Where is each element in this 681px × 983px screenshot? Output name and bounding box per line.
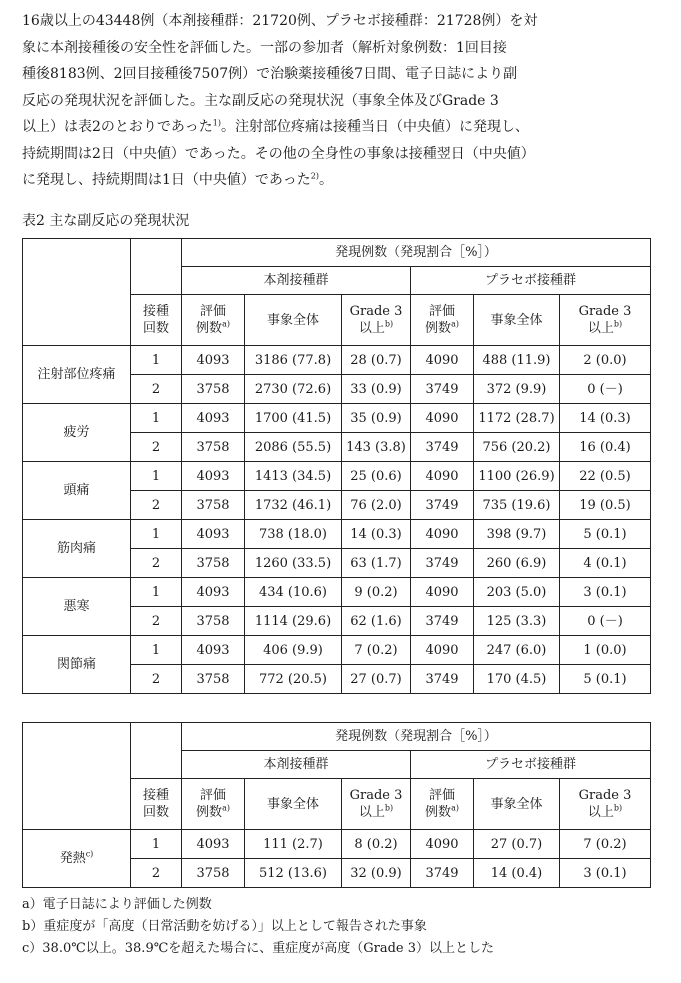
paragraph-text: 。: [319, 172, 333, 188]
all-events-cell: 406 (9.9): [245, 636, 342, 665]
grade3-cell: 4 (0.1): [560, 549, 651, 578]
footnotes: [22, 894, 494, 960]
all-events-cell: 1100 (26.9): [474, 462, 560, 491]
grade3-cell: 22 (0.5): [560, 462, 651, 491]
grade3-header: Grade 3 以上$^{b)}$: [342, 779, 411, 830]
paragraph-text: に発現し、持続期間は1日（中央値）であった: [22, 172, 311, 188]
table-row: [23, 462, 651, 491]
dose-count-cell: 2: [131, 607, 182, 636]
eval-count-cell: 3749: [411, 607, 474, 636]
eval-count-cell: 3749: [411, 491, 474, 520]
eval-count-cell: 4093: [182, 636, 245, 665]
dose-count-header: 接種 回数: [131, 295, 182, 346]
all-events-cell: 1114 (29.6): [245, 607, 342, 636]
all-events-cell: 398 (9.7): [474, 520, 560, 549]
eval-count-cell: 3749: [411, 433, 474, 462]
table-row: [23, 404, 651, 433]
vaccine-group-header: 本剤接種群: [182, 267, 411, 295]
all-events-cell: 27 (0.7): [474, 830, 560, 859]
all-events-header: 事象全体: [245, 779, 342, 830]
all-events-cell: 14 (0.4): [474, 859, 560, 888]
table-row: [23, 830, 651, 859]
grade3-cell: 2 (0.0): [560, 346, 651, 375]
all-events-cell: 3186 (77.8): [245, 346, 342, 375]
eval-count-cell: 3749: [411, 549, 474, 578]
eval-count-cell: 4090: [411, 346, 474, 375]
eval-count-header: 評価 例数$^{a)}$: [182, 295, 245, 346]
body-paragraph: [22, 8, 660, 194]
all-events-cell: 260 (6.9): [474, 549, 560, 578]
dose-count-cell: 2: [131, 433, 182, 462]
paragraph-line: [22, 114, 660, 141]
grade3-cell: 33 (0.9): [342, 375, 411, 404]
all-events-cell: 1732 (46.1): [245, 491, 342, 520]
placebo-group-header: プラセボ接種群: [411, 267, 651, 295]
all-events-cell: 1413 (34.5): [245, 462, 342, 491]
placebo-group-header: プラセボ接種群: [411, 751, 651, 779]
all-events-cell: 512 (13.6): [245, 859, 342, 888]
eval-count-cell: 4090: [411, 462, 474, 491]
paragraph-text: 。注射部位疼痛は接種当日（中央値）に発現し、: [221, 119, 529, 135]
event-name-cell: 頭痛: [23, 462, 131, 520]
grade3-cell: 16 (0.4): [560, 433, 651, 462]
event-name-cell: 悪寒: [23, 578, 131, 636]
dose-count-cell: 2: [131, 549, 182, 578]
eval-count-cell: 3758: [182, 549, 245, 578]
paragraph-line: 反応の発現状況を評価した。主な副反応の発現状況（事象全体及びGrade 3: [22, 92, 499, 109]
eval-count-cell: 3749: [411, 859, 474, 888]
all-events-cell: 1260 (33.5): [245, 549, 342, 578]
grade3-cell: 143 (3.8): [342, 433, 411, 462]
all-events-cell: 735 (19.6): [474, 491, 560, 520]
grade3-cell: 3 (0.1): [560, 578, 651, 607]
adverse-reactions-table: [22, 238, 651, 694]
grade3-cell: 14 (0.3): [342, 520, 411, 549]
eval-count-cell: 4093: [182, 462, 245, 491]
eval-count-header: 評価 例数$^{a)}$: [411, 295, 474, 346]
grade3-cell: 0 (－): [560, 375, 651, 404]
dose-count-cell: 1: [131, 520, 182, 549]
fever-table: [22, 722, 651, 888]
dose-header-blank: [131, 239, 182, 295]
grade3-cell: 14 (0.3): [560, 404, 651, 433]
eval-count-cell: 4093: [182, 404, 245, 433]
eval-count-cell: 3749: [411, 665, 474, 694]
eval-count-header: 評価 例数$^{a)}$: [182, 779, 245, 830]
vaccine-group-header: 本剤接種群: [182, 751, 411, 779]
all-events-header: 事象全体: [474, 779, 560, 830]
dose-count-cell: 1: [131, 346, 182, 375]
eval-count-cell: 4090: [411, 520, 474, 549]
paragraph-line: 種後8183例、2回目接種後7507例）で治験薬接種後7日間、電子日誌により副: [22, 66, 518, 82]
footnote: c）38.0℃以上。38.9℃を超えた場合に、重症度が高度（Grade 3）以上とした: [22, 941, 495, 956]
eval-count-cell: 4090: [411, 830, 474, 859]
all-events-header: 事象全体: [474, 295, 560, 346]
eval-count-cell: 3749: [411, 375, 474, 404]
grade3-cell: 76 (2.0): [342, 491, 411, 520]
eval-count-cell: 4093: [182, 520, 245, 549]
eval-count-cell: 3758: [182, 859, 245, 888]
dose-count-cell: 1: [131, 462, 182, 491]
grade3-cell: 8 (0.2): [342, 830, 411, 859]
dose-header-blank: [131, 723, 182, 779]
grade3-cell: 9 (0.2): [342, 578, 411, 607]
grade3-cell: 5 (0.1): [560, 665, 651, 694]
all-events-cell: 372 (9.9): [474, 375, 560, 404]
all-events-header: 事象全体: [245, 295, 342, 346]
eval-count-cell: 4093: [182, 830, 245, 859]
all-events-cell: 111 (2.7): [245, 830, 342, 859]
incidence-header: 発現例数（発現割合［%］）: [182, 239, 651, 267]
table-header: [23, 239, 651, 346]
grade3-cell: 7 (0.2): [560, 830, 651, 859]
all-events-cell: 247 (6.0): [474, 636, 560, 665]
all-events-cell: 125 (3.3): [474, 607, 560, 636]
reference-2: 2): [310, 171, 319, 181]
grade3-cell: 62 (1.6): [342, 607, 411, 636]
all-events-cell: 203 (5.0): [474, 578, 560, 607]
eval-count-cell: 4093: [182, 346, 245, 375]
eval-count-cell: 4093: [182, 578, 245, 607]
grade3-cell: 3 (0.1): [560, 859, 651, 888]
grade3-header: Grade 3 以上$^{b)}$: [560, 295, 651, 346]
all-events-cell: 738 (18.0): [245, 520, 342, 549]
dose-count-cell: 1: [131, 636, 182, 665]
event-name-cell: 関節痛: [23, 636, 131, 694]
footnote: b）重症度が「高度（日常活動を妨げる）」以上として報告された事象: [22, 919, 427, 934]
event-name-cell: 疲労: [23, 404, 131, 462]
eval-count-cell: 3758: [182, 491, 245, 520]
eval-count-cell: 3758: [182, 607, 245, 636]
table-body: [23, 830, 651, 888]
all-events-cell: 1700 (41.5): [245, 404, 342, 433]
grade3-cell: 5 (0.1): [560, 520, 651, 549]
table-caption: 表2 主な副反応の発現状況: [22, 213, 190, 229]
eval-count-cell: 4090: [411, 578, 474, 607]
paragraph-text: 以上）は表2のとおりであった: [22, 119, 213, 135]
paragraph-line: 持続期間は2日（中央値）であった。その他の全身性の事象は接種翌日（中央値）: [22, 145, 535, 162]
grade3-cell: 35 (0.9): [342, 404, 411, 433]
all-events-cell: 2086 (55.5): [245, 433, 342, 462]
dose-count-cell: 1: [131, 404, 182, 433]
table-body: [23, 346, 651, 694]
grade3-cell: 32 (0.9): [342, 859, 411, 888]
all-events-cell: 488 (11.9): [474, 346, 560, 375]
eval-count-cell: 4090: [411, 636, 474, 665]
grade3-header: Grade 3 以上$^{b)}$: [342, 295, 411, 346]
event-name-cell: 注射部位疼痛: [23, 346, 131, 404]
table-row: [23, 346, 651, 375]
all-events-cell: 1172 (28.7): [474, 404, 560, 433]
grade3-cell: 0 (－): [560, 607, 651, 636]
reference-1: 1): [212, 118, 221, 128]
eval-count-cell: 4090: [411, 404, 474, 433]
footnote: a）電子日誌により評価した例数: [22, 897, 212, 912]
table-row: [23, 520, 651, 549]
all-events-cell: 2730 (72.6): [245, 375, 342, 404]
eval-count-cell: 3758: [182, 665, 245, 694]
paragraph-line: [22, 167, 660, 194]
grade3-cell: 28 (0.7): [342, 346, 411, 375]
event-name-cell: 筋肉痛: [23, 520, 131, 578]
all-events-cell: 434 (10.6): [245, 578, 342, 607]
dose-count-cell: 2: [131, 665, 182, 694]
eval-count-cell: 3758: [182, 375, 245, 404]
dose-count-header: 接種 回数: [131, 779, 182, 830]
dose-count-cell: 1: [131, 830, 182, 859]
grade3-cell: 25 (0.6): [342, 462, 411, 491]
dose-count-cell: 2: [131, 375, 182, 404]
grade3-header: Grade 3 以上$^{b)}$: [560, 779, 651, 830]
grade3-cell: 19 (0.5): [560, 491, 651, 520]
grade3-cell: 7 (0.2): [342, 636, 411, 665]
event-name-cell: 発熱$^{c)}$: [23, 830, 131, 888]
all-events-cell: 756 (20.2): [474, 433, 560, 462]
event-header-cell: [23, 723, 131, 830]
all-events-cell: 772 (20.5): [245, 665, 342, 694]
grade3-cell: 1 (0.0): [560, 636, 651, 665]
dose-count-cell: 2: [131, 859, 182, 888]
table-row: [23, 578, 651, 607]
dose-count-cell: 2: [131, 491, 182, 520]
incidence-header: 発現例数（発現割合［%］）: [182, 723, 651, 751]
table-header: [23, 723, 651, 830]
grade3-cell: 27 (0.7): [342, 665, 411, 694]
dose-count-cell: 1: [131, 578, 182, 607]
all-events-cell: 170 (4.5): [474, 665, 560, 694]
table-row: [23, 636, 651, 665]
grade3-cell: 63 (1.7): [342, 549, 411, 578]
eval-count-cell: 3758: [182, 433, 245, 462]
paragraph-line: 象に本剤接種後の安全性を評価した。一部の参加者（解析対象例数：1回目接: [22, 39, 507, 56]
event-header-cell: [23, 239, 131, 346]
paragraph-line: 16歳以上の43448例（本剤接種群：21720例、プラセボ接種群：21728例）を対: [22, 13, 538, 29]
eval-count-header: 評価 例数$^{a)}$: [411, 779, 474, 830]
